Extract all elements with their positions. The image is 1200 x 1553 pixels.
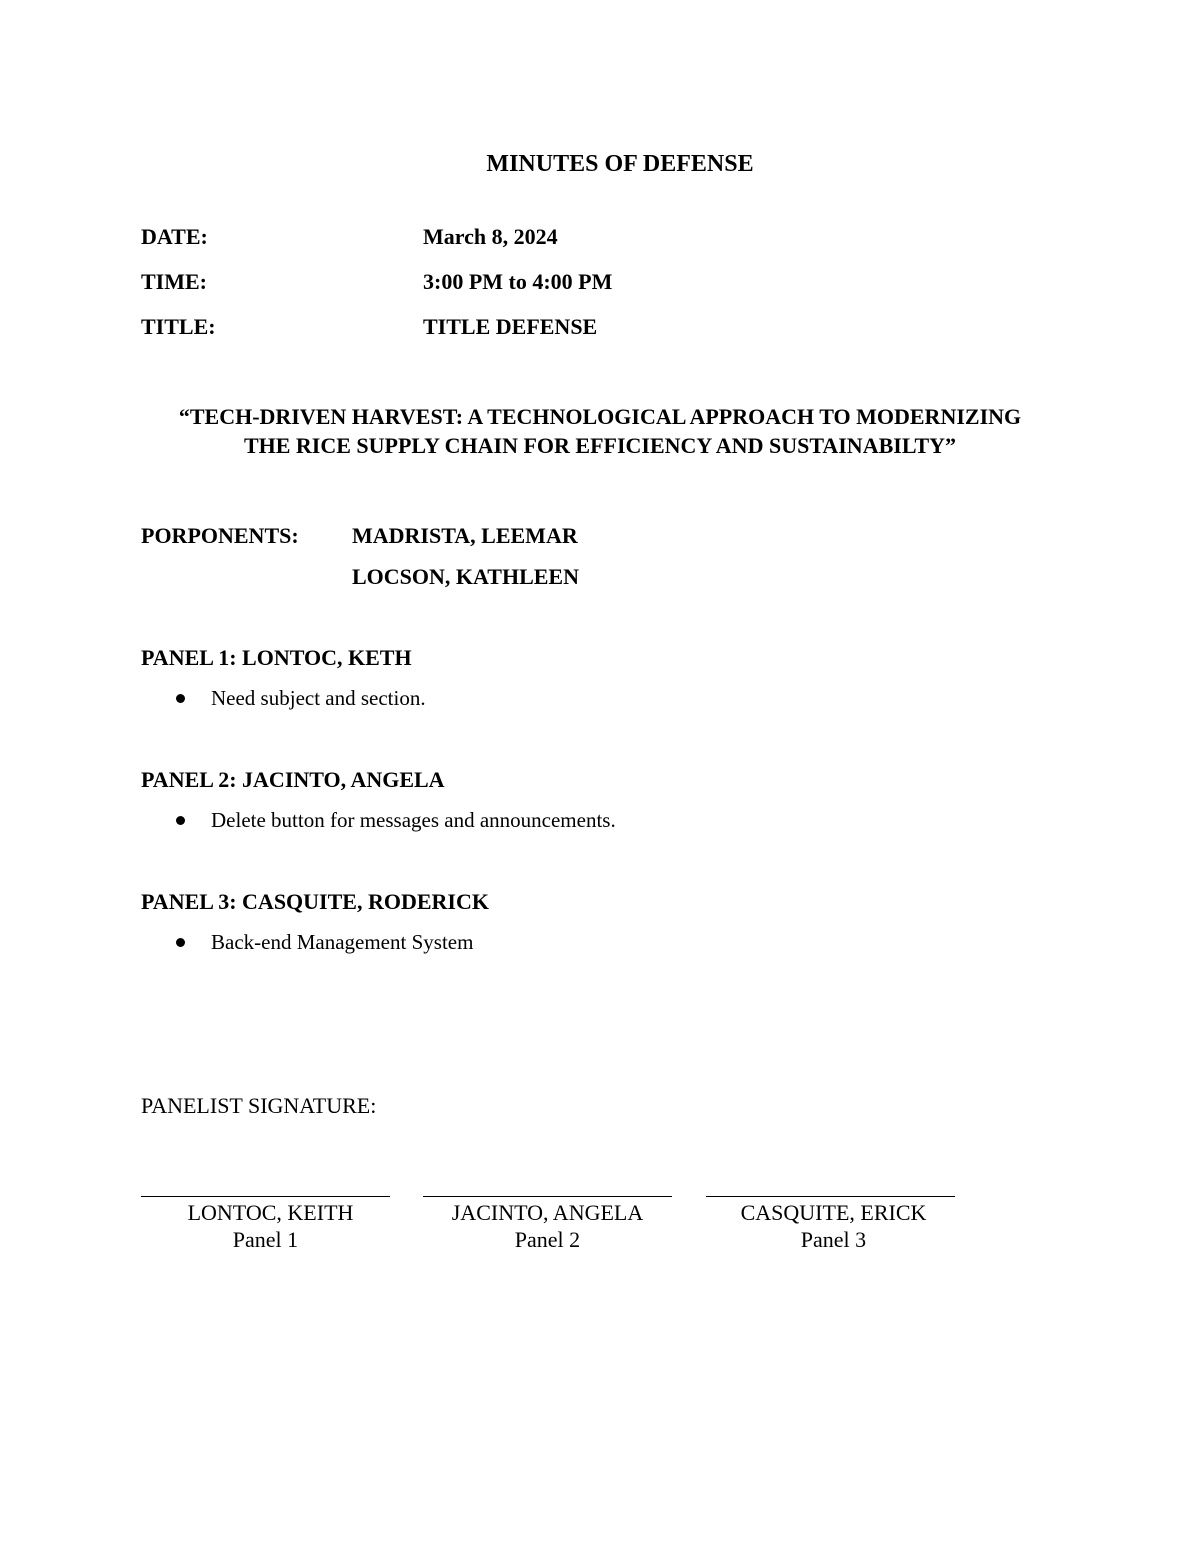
project-title-line-2: THE RICE SUPPLY CHAIN FOR EFFICIENCY AND SUSTAINABILTY” (243, 433, 957, 458)
panel-1-comment: Need subject and section. (211, 686, 426, 710)
signature-label: PANELIST SIGNATURE: (141, 1093, 377, 1118)
document-title: MINUTES OF DEFENSE (486, 151, 754, 177)
signatory-name-3: CASQUITE, ERICK (740, 1200, 927, 1225)
signature-line-2 (423, 1196, 672, 1197)
proponent-name-2: LOCSON, KATHLEEN (352, 564, 579, 589)
proponent-name-1: MADRISTA, LEEMAR (352, 523, 578, 548)
bullet-icon (176, 694, 185, 703)
bullet-icon (176, 938, 185, 947)
panel-2-comment: Delete button for messages and announcements. (211, 808, 616, 832)
panel-2-heading: PANEL 2: JACINTO, ANGELA (141, 767, 445, 792)
panel-3-heading: PANEL 3: CASQUITE, RODERICK (141, 889, 489, 914)
panel-1-heading: PANEL 1: LONTOC, KETH (141, 645, 412, 670)
signatory-name-2: JACINTO, ANGELA (451, 1200, 644, 1225)
time-label: TIME: (141, 269, 207, 294)
signature-line-1 (141, 1196, 390, 1197)
time-value: 3:00 PM to 4:00 PM (423, 269, 613, 294)
bullet-icon (176, 816, 185, 825)
signature-line-3 (706, 1196, 955, 1197)
date-value: March 8, 2024 (423, 224, 558, 249)
panel-3-comment: Back-end Management System (211, 930, 474, 954)
signatory-role-2: Panel 2 (514, 1227, 581, 1252)
proponents-label: PORPONENTS: (141, 523, 299, 548)
signatory-role-1: Panel 1 (232, 1227, 299, 1252)
title-label: TITLE: (141, 314, 216, 339)
title-value: TITLE DEFENSE (423, 314, 598, 339)
project-title-line-1: “TECH-DRIVEN HARVEST: A TECHNOLOGICAL APPROACH TO MODERNIZING (178, 404, 1022, 429)
signatory-name-1: LONTOC, KEITH (187, 1200, 354, 1225)
signatory-role-3: Panel 3 (800, 1227, 867, 1252)
date-label: DATE: (141, 224, 208, 249)
